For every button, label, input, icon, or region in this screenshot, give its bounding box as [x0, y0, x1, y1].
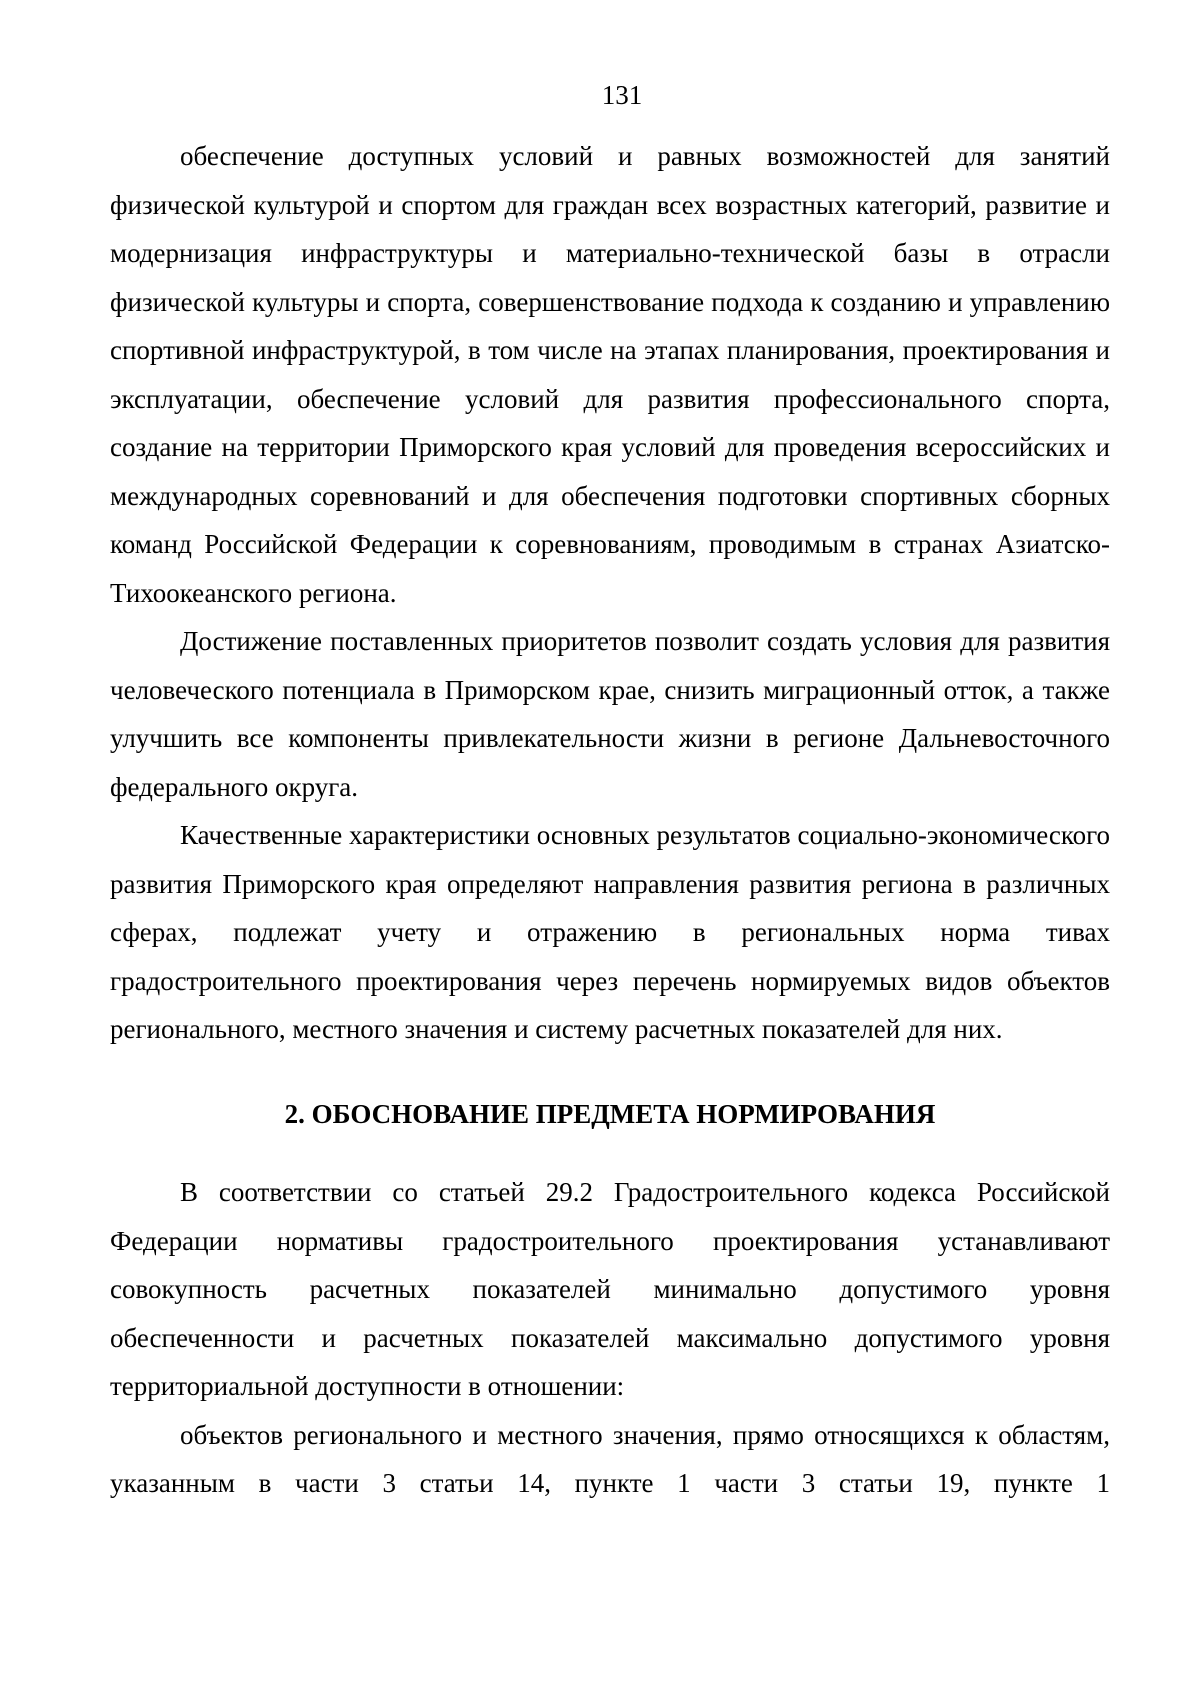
document-body	[110, 132, 1110, 1508]
paragraph-characteristics: Качественные характеристики основных результатов социально-экономического развития Приморского края определяют направления развития региона в различных сферах, подлежат учету и отражению в региональных норма тивах градостроительного проектирования через перечень нормируемых видов объектов регионального, местного значения и систему расчетных показателей для них.	[110, 820, 1110, 1044]
page-number: 131	[601, 80, 643, 110]
paragraph-article-29-2: В соответствии со статьей 29.2 Градостроительного кодекса Российской Федерации нормативы градостроительного проектирования устанавливают совокупность расчетных показателей минимально допустимого уровня обеспеченности и расчетных показателей максимально допустимого уровня территориальной доступности в отношении:	[110, 1177, 1110, 1401]
continued-paragraph: обеспечение доступных условий и равных возможностей для занятий физической культурой и спортом для граждан всех возрастных категорий, развитие и модернизация инфраструктуры и материально-технической базы в отрасли физической культуры и спорта, совершенствование подхода к созданию и управлению спортивной инфраструктурой, в том числе на этапах планирования, проектирования и эксплуатации, обеспечение условий для развития профессионального спорта, создание на территории Приморского края условий для проведения всероссийских и международных соревнований и для обеспечения подготовки спортивных сборных команд Российской Федерации к соревнованиям, проводимым в странах Азиатско-Тихоокеанского региона.	[110, 141, 1110, 608]
paragraph-objects: объектов регионального и местного значения, прямо относящихся к областям, указанным в части 3 статьи 14, пункте 1 части 3 статьи 19, пункте 1	[110, 1419, 1110, 1498]
section-heading: 2. ОБОСНОВАНИЕ ПРЕДМЕТА НОРМИРОВАНИЯ	[284, 1098, 936, 1129]
paragraph-priorities: Достижение поставленных приоритетов позволит создать условия для развития человеческого потенциала в Приморском крае, снизить миграционный отток, а также улучшить все компоненты привлекательности жизни в регионе Дальневосточного федерального округа.	[110, 626, 1110, 802]
